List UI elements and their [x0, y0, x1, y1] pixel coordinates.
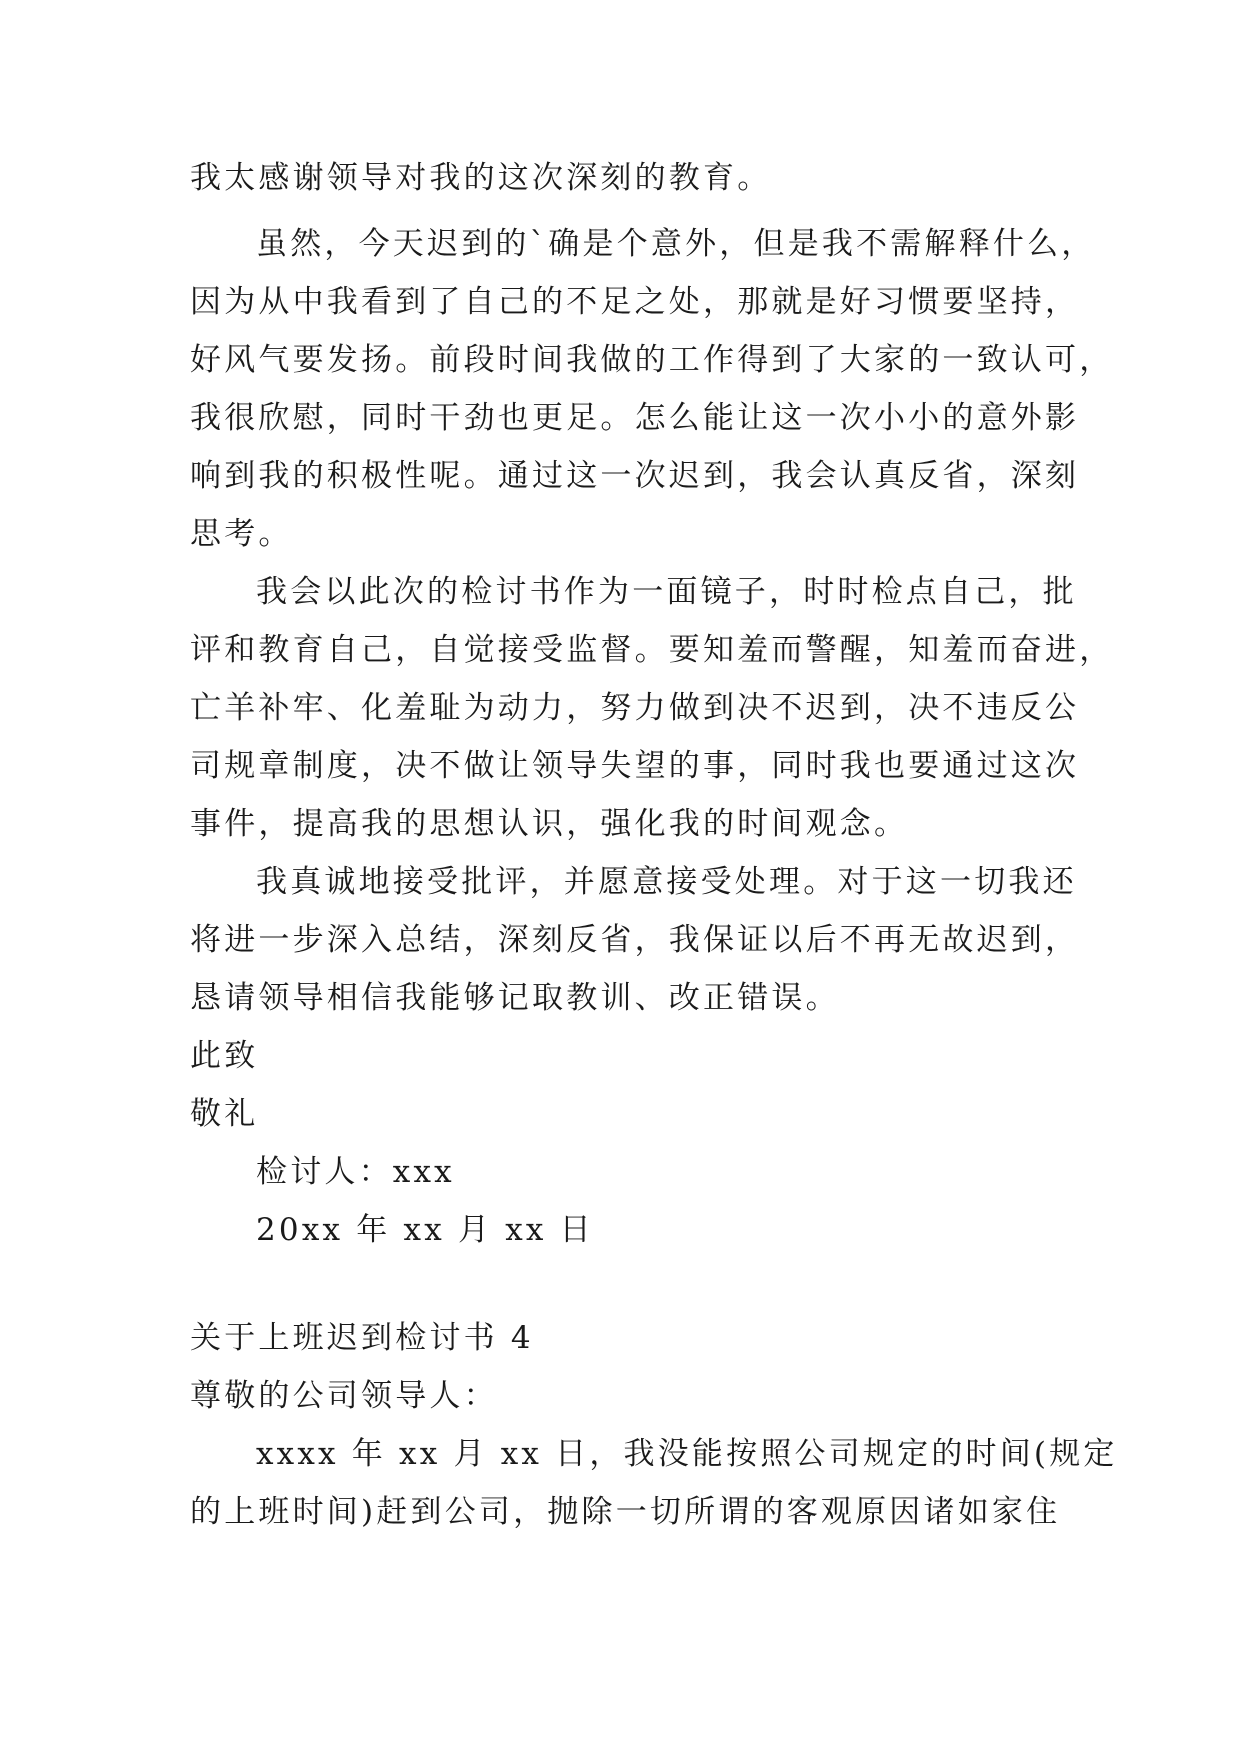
closing-salutation: 此致	[190, 1038, 259, 1074]
text-line: 好风气要发扬。前段时间我做的工作得到了大家的一致认可，	[190, 342, 1114, 378]
text-line: xxxx 年 xx 月 xx 日，我没能按照公司规定的时间(规定	[256, 1436, 1118, 1472]
text-line: 亡羊补牢、化羞耻为动力，努力做到决不迟到，决不违反公	[190, 690, 1080, 726]
text-line: 司规章制度，决不做让领导失望的事，同时我也要通过这次	[190, 748, 1080, 784]
text-line: 我太感谢领导对我的这次深刻的教育。	[190, 160, 772, 196]
text-line: 思考。	[190, 516, 293, 552]
text-line: 评和教育自己，自觉接受监督。要知羞而警醒，知羞而奋进，	[190, 632, 1114, 668]
text-line: 我真诚地接受批评，并愿意接受处理。对于这一切我还	[256, 864, 1077, 900]
text-line: 将进一步深入总结，深刻反省，我保证以后不再无故迟到，	[190, 922, 1080, 958]
closing-respect: 敬礼	[190, 1096, 259, 1132]
signature-date: 20xx 年 xx 月 xx 日	[256, 1212, 594, 1248]
text-line: 恳请领导相信我能够记取教训、改正错误。	[190, 980, 840, 1016]
text-line: 事件，提高我的思想认识，强化我的时间观念。	[190, 806, 909, 842]
text-line: 响到我的积极性呢。通过这一次迟到，我会认真反省，深刻	[190, 458, 1080, 494]
salutation: 尊敬的公司领导人：	[190, 1378, 498, 1414]
text-line: 我很欣慰，同时干劲也更足。怎么能让这一次小小的意外影	[190, 400, 1080, 436]
text-line: 我会以此次的检讨书作为一面镜子，时时检点自己，批	[256, 574, 1077, 610]
text-line: 的上班时间)赶到公司，抛除一切所谓的客观原因诸如家住	[190, 1494, 1061, 1530]
text-line: 因为从中我看到了自己的不足之处，那就是好习惯要坚持，	[190, 284, 1080, 320]
text-line: 虽然，今天迟到的`确是个意外，但是我不需解释什么，	[256, 226, 1096, 262]
section-title: 关于上班迟到检讨书 4	[190, 1320, 534, 1356]
signature-name: 检讨人：xxx	[256, 1154, 455, 1190]
